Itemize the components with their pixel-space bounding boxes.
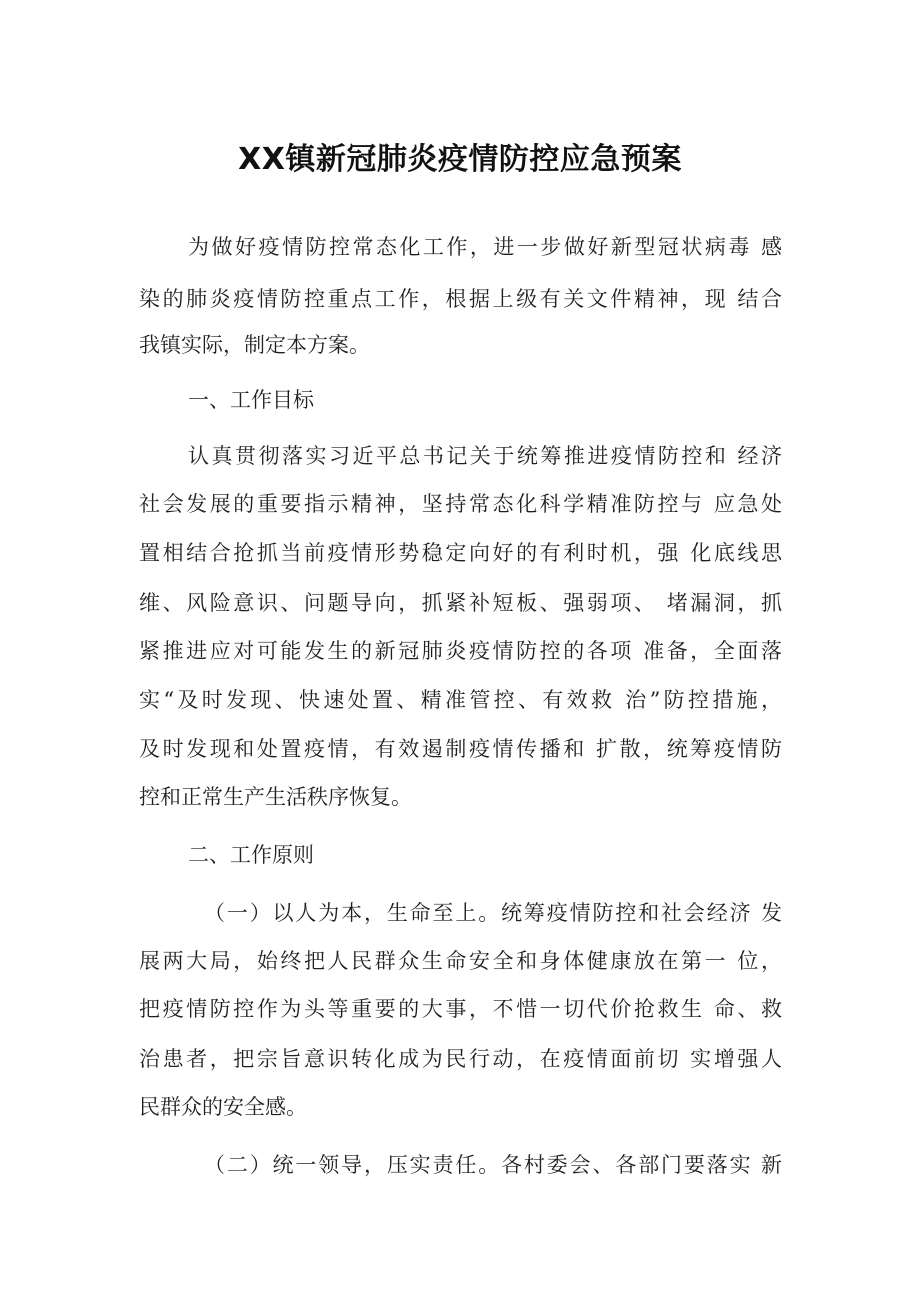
section1-line: 及时发现和处置疫情，有效遏制疫情传播和 扩散，统筹疫情防: [139, 737, 782, 761]
principle1-line: 把疫情防控作为头等重要的大事，不惜一切代价抢救生 命、救: [139, 997, 782, 1021]
principle1-line: 治患者，把宗旨意识转化成为民行动，在疫情面前切 实增强人: [139, 1047, 782, 1071]
principle1-line: （一）以人为本，生命至上。统筹疫情防控和社会经济 发: [204, 901, 782, 925]
section-heading-goals: 一、工作目标: [188, 388, 314, 412]
section1-line: 置相结合抢抓当前疫情形势稳定向好的有利时机，强 化底线思: [139, 541, 782, 565]
principle1-line: 展两大局，始终把人民群众生命安全和身体健康放在第一 位，: [139, 949, 782, 973]
section-heading-principles: 二、工作原则: [188, 843, 314, 867]
section1-line: 控和正常生产生活秩序恢复。: [139, 785, 412, 809]
intro-line: 我镇实际，制定本方案。: [139, 333, 370, 357]
document-title: XX镇新冠肺炎疫情防控应急预案: [238, 142, 682, 177]
section1-line: 紧推进应对可能发生的新冠肺炎疫情防控的各项 准备，全面落: [139, 639, 782, 663]
principle2-line: （二）统一领导，压实责任。各村委会、各部门要落实 新: [204, 1153, 782, 1177]
section1-line: 认真贯彻落实习近平总书记关于统筹推进疫情防控和 经济: [188, 444, 782, 468]
section1-line: 社会发展的重要指示精神，坚持常态化科学精准防控与 应急处: [139, 492, 782, 516]
section1-line: 实“及时发现、快速处置、精准管控、有效救 治”防控措施，: [139, 688, 782, 712]
intro-line: 染的肺炎疫情防控重点工作，根据上级有关文件精神，现 结合: [139, 287, 782, 311]
section1-line: 维、风险意识、问题导向，抓紧补短板、强弱项、 堵漏洞，抓: [139, 591, 782, 615]
intro-line: 为做好疫情防控常态化工作，进一步做好新型冠状病毒 感: [188, 235, 782, 259]
principle1-line: 民群众的安全感。: [139, 1095, 307, 1119]
